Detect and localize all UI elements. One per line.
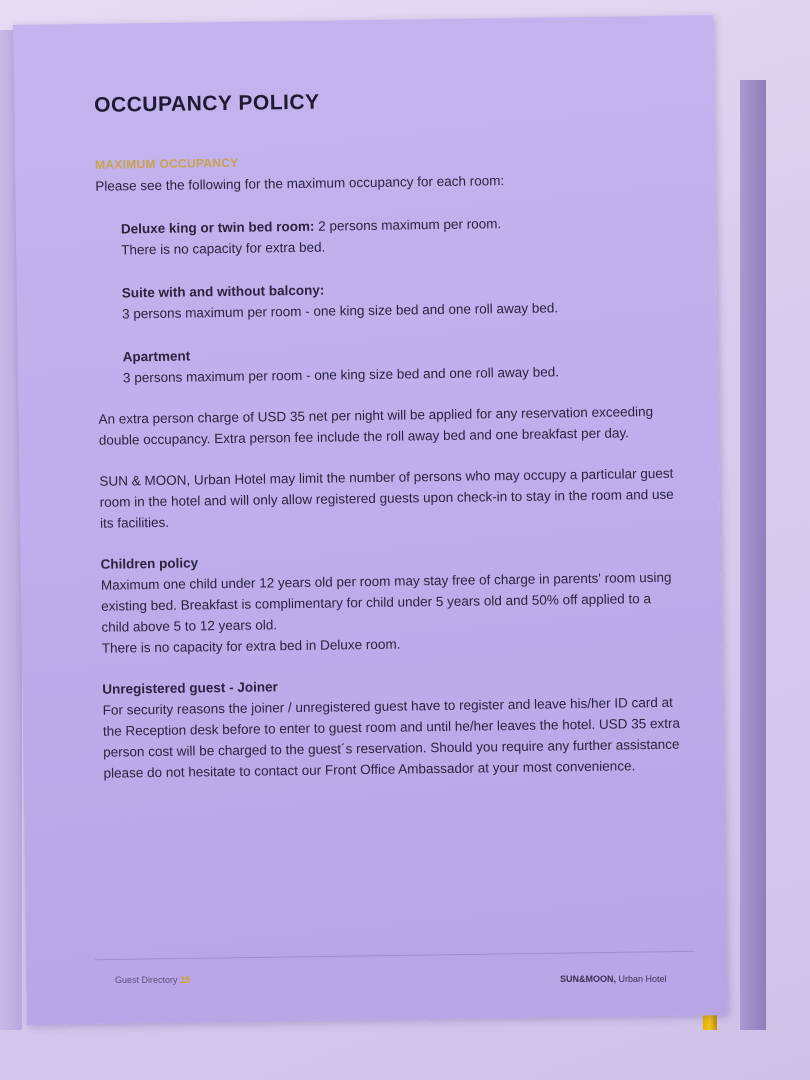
unregistered-guest-section bbox=[102, 671, 683, 784]
children-policy-text-2: There is no capacity for extra bed in Deluxe room. bbox=[101, 636, 401, 656]
footer-guest-directory bbox=[115, 975, 190, 985]
room-apartment bbox=[123, 339, 679, 389]
page-content bbox=[94, 86, 684, 784]
children-policy-text: Maximum one child under 12 years old per room may stay free of charge in parents' room using existing bed. Breakfast is complimentary for child under 5 years old and 50% off applied to a child above 5 to 12 years old. bbox=[100, 569, 672, 635]
brand-suffix: Urban Hotel bbox=[616, 974, 667, 984]
document-page bbox=[13, 15, 727, 1025]
extra-person-paragraph: An extra person charge of USD 35 net per night will be applied for any reservation exceeding double occupancy. Extra person fee include the roll away bed and one breakfast per day. bbox=[98, 404, 654, 448]
room-title: Apartment bbox=[122, 348, 191, 365]
max-occupancy-heading: MAXIMUM OCCUPANCY bbox=[94, 155, 239, 172]
unregistered-guest-text: For security reasons the joiner / unregistered guest have to register and leave his/her ID card at the Reception desk before to enter to guest room and until he/her leaves the hotel. USD 35 extra person cost will be charged to the guest´s reservation. Should you require any further assistance please do not hesitate to contact our Front Office Ambassador at your most convenience. bbox=[102, 694, 681, 781]
brand-name: SUN&MOON, bbox=[560, 974, 616, 984]
page-number: 15 bbox=[180, 975, 191, 985]
max-occupancy-intro: Please see the following for the maximum occupancy for each room: bbox=[95, 173, 505, 194]
room-detail: 3 persons maximum per room - one king size bed and one roll away bed. bbox=[121, 300, 559, 322]
footer-brand bbox=[560, 974, 667, 984]
page-title: OCCUPANCY POLICY bbox=[94, 90, 320, 117]
children-policy-section bbox=[100, 546, 681, 659]
room-title: Deluxe king or twin bed room: bbox=[120, 218, 315, 237]
room-detail: 3 persons maximum per room - one king size bed and one roll away bed. bbox=[122, 364, 560, 386]
limit-paragraph: SUN & MOON, Urban Hotel may limit the number of persons who may occupy a particular guest room in the hotel and will only allow registered guests upon check-in to stay in the room and use its facilities. bbox=[99, 465, 674, 531]
room-detail: There is no capacity for extra bed. bbox=[121, 239, 326, 258]
children-policy-heading: Children policy bbox=[100, 555, 199, 572]
unregistered-guest-heading: Unregistered guest - Joiner bbox=[102, 679, 278, 697]
room-title: Suite with and without balcony: bbox=[121, 282, 325, 301]
room-inline-text: 2 persons maximum per room. bbox=[314, 216, 502, 234]
footer-label: Guest Directory bbox=[115, 975, 178, 985]
room-deluxe bbox=[121, 211, 677, 261]
book-cover-edge bbox=[740, 80, 766, 1030]
room-suite bbox=[122, 275, 678, 325]
